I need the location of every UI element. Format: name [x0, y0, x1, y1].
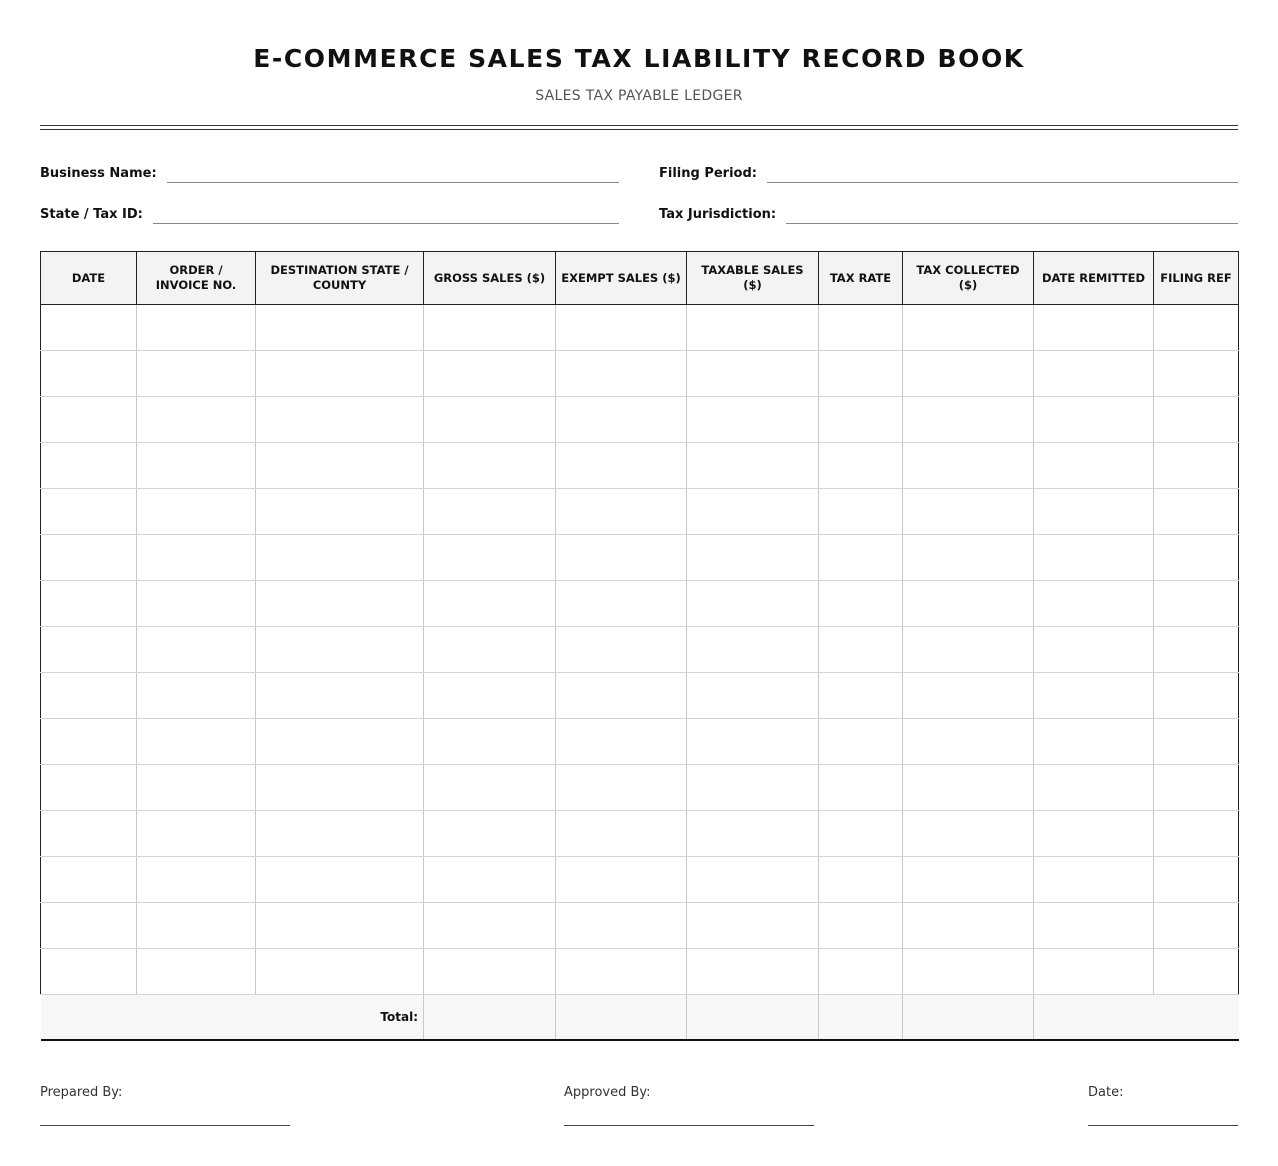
filing-period-input-line[interactable]	[767, 166, 1238, 183]
approved-by-signature-line[interactable]	[564, 1125, 814, 1126]
table-cell[interactable]	[1154, 719, 1239, 765]
table-cell[interactable]	[137, 397, 256, 443]
table-cell[interactable]	[137, 443, 256, 489]
table-cell[interactable]	[819, 811, 903, 857]
table-cell[interactable]	[137, 811, 256, 857]
table-cell[interactable]	[424, 397, 556, 443]
table-cell[interactable]	[687, 811, 819, 857]
table-cell[interactable]	[687, 903, 819, 949]
table-cell[interactable]	[556, 351, 687, 397]
table-cell[interactable]	[41, 305, 137, 351]
table-cell[interactable]	[819, 443, 903, 489]
table-row	[41, 811, 1239, 857]
table-cell[interactable]	[256, 903, 424, 949]
table-cell[interactable]	[556, 811, 687, 857]
total-taxable-sales-cell[interactable]	[687, 995, 819, 1041]
table-cell[interactable]	[687, 489, 819, 535]
table-row	[41, 443, 1239, 489]
table-cell[interactable]	[1034, 903, 1154, 949]
table-cell[interactable]	[687, 443, 819, 489]
table-cell[interactable]	[819, 949, 903, 995]
table-cell[interactable]	[903, 903, 1034, 949]
filing-period-label: Filing Period:	[659, 166, 757, 181]
filing-period-field	[659, 163, 1238, 183]
table-cell[interactable]	[903, 581, 1034, 627]
table-cell[interactable]	[687, 627, 819, 673]
total-trailing-cell	[1034, 995, 1239, 1041]
table-cell[interactable]	[137, 949, 256, 995]
approved-by-block	[564, 1085, 814, 1126]
table-cell[interactable]	[819, 903, 903, 949]
table-cell[interactable]	[41, 949, 137, 995]
prepared-by-block	[40, 1085, 290, 1126]
table-cell[interactable]	[1154, 673, 1239, 719]
table-cell[interactable]	[1154, 397, 1239, 443]
table-cell[interactable]	[687, 765, 819, 811]
table-cell[interactable]	[819, 673, 903, 719]
column-header-gross-sales: GROSS SALES ($)	[424, 252, 556, 305]
table-cell[interactable]	[903, 535, 1034, 581]
state-tax-id-label: State / Tax ID:	[40, 207, 143, 222]
table-row	[41, 581, 1239, 627]
column-header-tax-collected: TAX COLLECTED ($)	[903, 252, 1034, 305]
table-cell[interactable]	[256, 765, 424, 811]
table-cell[interactable]	[424, 673, 556, 719]
table-cell[interactable]	[903, 673, 1034, 719]
table-cell[interactable]	[1034, 535, 1154, 581]
table-cell[interactable]	[424, 351, 556, 397]
business-name-label: Business Name:	[40, 166, 157, 181]
prepared-by-signature-line[interactable]	[40, 1125, 290, 1126]
table-cell[interactable]	[256, 397, 424, 443]
table-cell[interactable]	[819, 489, 903, 535]
table-cell[interactable]	[687, 581, 819, 627]
signature-date-line[interactable]	[1088, 1125, 1238, 1126]
state-tax-id-field	[40, 204, 619, 224]
table-cell[interactable]	[903, 811, 1034, 857]
total-tax-rate-cell[interactable]	[819, 995, 903, 1041]
table-cell[interactable]	[424, 903, 556, 949]
table-cell[interactable]	[1154, 489, 1239, 535]
table-cell[interactable]	[256, 489, 424, 535]
header-divider	[40, 125, 1238, 130]
total-label: Total:	[41, 995, 424, 1041]
table-cell[interactable]	[256, 351, 424, 397]
table-cell[interactable]	[1154, 535, 1239, 581]
table-cell[interactable]	[1154, 581, 1239, 627]
table-cell[interactable]	[256, 581, 424, 627]
table-cell[interactable]	[1034, 627, 1154, 673]
table-cell[interactable]	[137, 765, 256, 811]
table-cell[interactable]	[556, 489, 687, 535]
table-cell[interactable]	[256, 857, 424, 903]
table-cell[interactable]	[1154, 811, 1239, 857]
total-exempt-sales-cell[interactable]	[556, 995, 687, 1041]
table-cell[interactable]	[41, 489, 137, 535]
table-cell[interactable]	[41, 719, 137, 765]
table-cell[interactable]	[819, 857, 903, 903]
table-cell[interactable]	[424, 627, 556, 673]
ledger-page	[40, 0, 1238, 130]
table-cell[interactable]	[137, 627, 256, 673]
column-header-tax-rate: TAX RATE	[819, 252, 903, 305]
table-cell[interactable]	[41, 765, 137, 811]
table-cell[interactable]	[556, 535, 687, 581]
table-cell[interactable]	[1034, 857, 1154, 903]
table-cell[interactable]	[41, 811, 137, 857]
table-row	[41, 627, 1239, 673]
table-cell[interactable]	[256, 719, 424, 765]
table-cell[interactable]	[687, 719, 819, 765]
column-header-date-remitted: DATE REMITTED	[1034, 252, 1154, 305]
table-cell[interactable]	[41, 857, 137, 903]
table-cell[interactable]	[137, 857, 256, 903]
table-cell[interactable]	[424, 719, 556, 765]
table-cell[interactable]	[903, 949, 1034, 995]
table-cell[interactable]	[903, 305, 1034, 351]
table-row	[41, 489, 1239, 535]
document-subtitle: SALES TAX PAYABLE LEDGER	[535, 88, 743, 104]
table-cell[interactable]	[137, 535, 256, 581]
table-row	[41, 305, 1239, 351]
table-cell[interactable]	[556, 949, 687, 995]
table-cell[interactable]	[1154, 949, 1239, 995]
table-cell[interactable]	[256, 627, 424, 673]
table-cell[interactable]	[137, 351, 256, 397]
table-cell[interactable]	[819, 719, 903, 765]
table-row	[41, 719, 1239, 765]
table-cell[interactable]	[41, 581, 137, 627]
table-row	[41, 397, 1239, 443]
table-cell[interactable]	[1034, 765, 1154, 811]
tax-jurisdiction-field	[659, 204, 1238, 224]
signature-date-block	[1088, 1085, 1238, 1126]
column-header-filing-ref: FILING REF	[1154, 252, 1239, 305]
table-cell[interactable]	[256, 443, 424, 489]
table-cell[interactable]	[1154, 351, 1239, 397]
table-cell[interactable]	[1034, 719, 1154, 765]
table-cell[interactable]	[424, 489, 556, 535]
table-cell[interactable]	[1034, 489, 1154, 535]
business-name-field	[40, 163, 619, 183]
table-cell[interactable]	[41, 351, 137, 397]
table-cell[interactable]	[41, 627, 137, 673]
table-cell[interactable]	[256, 535, 424, 581]
table-cell[interactable]	[556, 397, 687, 443]
table-cell[interactable]	[424, 535, 556, 581]
prepared-by-label: Prepared By:	[40, 1085, 123, 1100]
table-row	[41, 535, 1239, 581]
table-header-row	[41, 252, 1239, 305]
table-cell[interactable]	[1154, 305, 1239, 351]
table-cell[interactable]	[556, 765, 687, 811]
table-cell[interactable]	[424, 857, 556, 903]
table-cell[interactable]	[1034, 673, 1154, 719]
table-row	[41, 765, 1239, 811]
table-cell[interactable]	[819, 351, 903, 397]
table-cell[interactable]	[424, 581, 556, 627]
column-header-destination: DESTINATION STATE / COUNTY	[256, 252, 424, 305]
table-cell[interactable]	[556, 443, 687, 489]
total-tax-collected-cell[interactable]	[903, 995, 1034, 1041]
table-row	[41, 857, 1239, 903]
table-cell[interactable]	[1154, 765, 1239, 811]
total-gross-sales-cell[interactable]	[424, 995, 556, 1041]
table-cell[interactable]	[424, 811, 556, 857]
table-cell[interactable]	[819, 627, 903, 673]
table-cell[interactable]	[687, 857, 819, 903]
table-cell[interactable]	[1034, 305, 1154, 351]
state-tax-id-input-line[interactable]	[153, 207, 619, 224]
table-row	[41, 903, 1239, 949]
business-name-input-line[interactable]	[167, 166, 619, 183]
table-cell[interactable]	[556, 903, 687, 949]
table-cell[interactable]	[41, 443, 137, 489]
table-row	[41, 673, 1239, 719]
table-cell[interactable]	[687, 305, 819, 351]
table-cell[interactable]	[424, 949, 556, 995]
table-cell[interactable]	[424, 765, 556, 811]
table-cell[interactable]	[1034, 351, 1154, 397]
sales-tax-ledger-table	[40, 251, 1239, 1041]
table-cell[interactable]	[256, 949, 424, 995]
table-cell[interactable]	[903, 443, 1034, 489]
signature-date-label: Date:	[1088, 1085, 1124, 1100]
table-cell[interactable]	[903, 857, 1034, 903]
table-cell[interactable]	[424, 305, 556, 351]
table-cell[interactable]	[556, 857, 687, 903]
table-cell[interactable]	[903, 765, 1034, 811]
table-cell[interactable]	[687, 949, 819, 995]
table-cell[interactable]	[687, 673, 819, 719]
total-row	[41, 995, 1239, 1041]
column-header-order-invoice-no: ORDER / INVOICE NO.	[137, 252, 256, 305]
table-row	[41, 351, 1239, 397]
table-cell[interactable]	[819, 397, 903, 443]
table-cell[interactable]	[256, 305, 424, 351]
table-cell[interactable]	[687, 351, 819, 397]
approved-by-label: Approved By:	[564, 1085, 651, 1100]
table-cell[interactable]	[1034, 811, 1154, 857]
table-cell[interactable]	[903, 627, 1034, 673]
table-body	[41, 305, 1239, 1041]
table-cell[interactable]	[903, 719, 1034, 765]
table-cell[interactable]	[137, 719, 256, 765]
table-cell[interactable]	[819, 581, 903, 627]
table-cell[interactable]	[1034, 581, 1154, 627]
table-cell[interactable]	[424, 443, 556, 489]
table-cell[interactable]	[556, 581, 687, 627]
table-cell[interactable]	[903, 489, 1034, 535]
table-cell[interactable]	[1034, 397, 1154, 443]
column-header-exempt-sales: EXEMPT SALES ($)	[556, 252, 687, 305]
document-title: E-COMMERCE SALES TAX LIABILITY RECORD BOOK	[253, 44, 1025, 73]
table-cell[interactable]	[1034, 443, 1154, 489]
table-cell[interactable]	[556, 627, 687, 673]
tax-jurisdiction-label: Tax Jurisdiction:	[659, 207, 777, 222]
column-header-taxable-sales: TAXABLE SALES ($)	[687, 252, 819, 305]
table-cell[interactable]	[137, 673, 256, 719]
table-cell[interactable]	[687, 535, 819, 581]
table-cell[interactable]	[41, 903, 137, 949]
table-row	[41, 949, 1239, 995]
table-cell[interactable]	[41, 535, 137, 581]
table-cell[interactable]	[256, 673, 424, 719]
table-cell[interactable]	[137, 489, 256, 535]
table-cell[interactable]	[41, 673, 137, 719]
tax-jurisdiction-input-line[interactable]	[786, 207, 1238, 224]
table-cell[interactable]	[1034, 949, 1154, 995]
table-cell[interactable]	[819, 305, 903, 351]
table-cell[interactable]	[556, 673, 687, 719]
table-cell[interactable]	[1154, 443, 1239, 489]
table-cell[interactable]	[1154, 857, 1239, 903]
table-cell[interactable]	[1154, 627, 1239, 673]
table-cell[interactable]	[41, 397, 137, 443]
table-cell[interactable]	[137, 581, 256, 627]
table-cell[interactable]	[556, 719, 687, 765]
table-cell[interactable]	[819, 765, 903, 811]
table-cell[interactable]	[137, 903, 256, 949]
table-cell[interactable]	[256, 811, 424, 857]
column-header-date: DATE	[41, 252, 137, 305]
table-cell[interactable]	[819, 535, 903, 581]
table-cell[interactable]	[903, 397, 1034, 443]
table-cell[interactable]	[1154, 903, 1239, 949]
table-cell[interactable]	[903, 351, 1034, 397]
table-cell[interactable]	[556, 305, 687, 351]
table-cell[interactable]	[137, 305, 256, 351]
table-cell[interactable]	[687, 397, 819, 443]
